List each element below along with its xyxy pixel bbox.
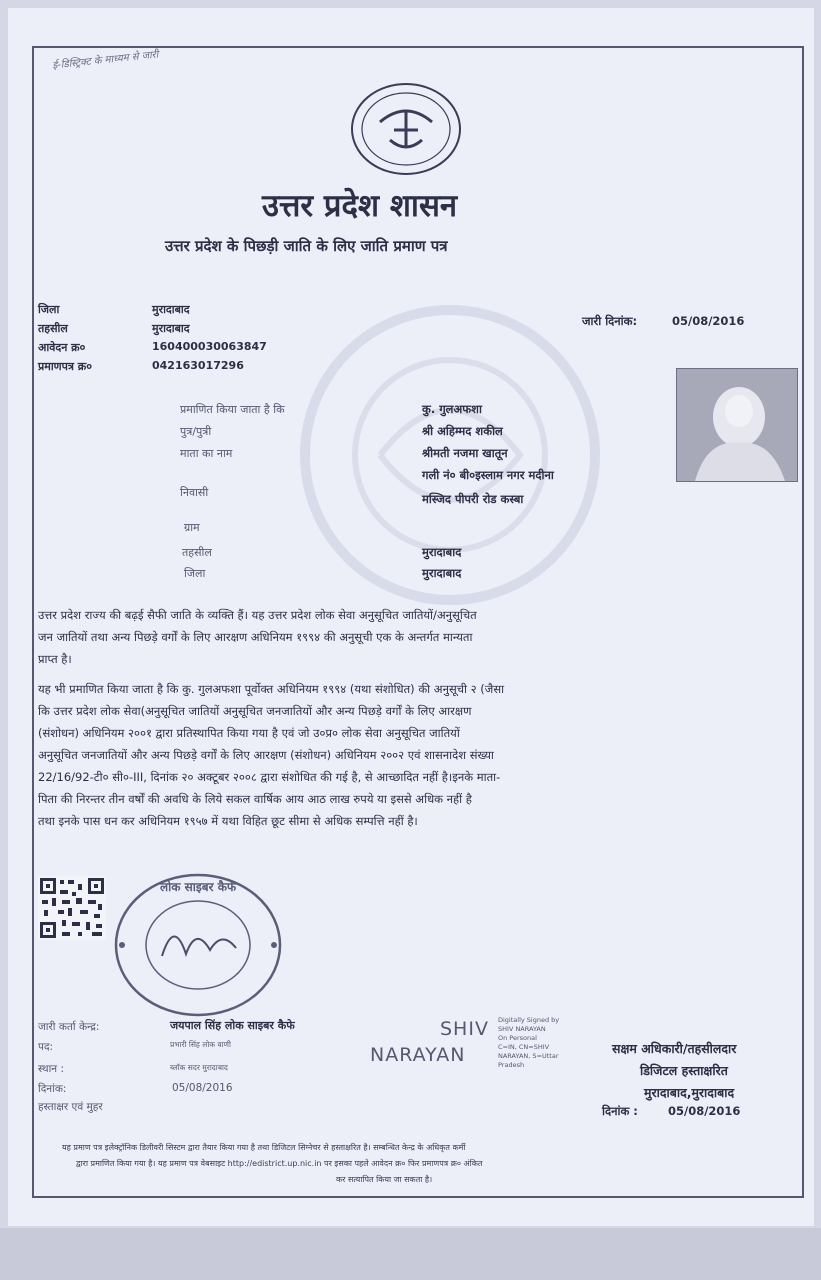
certify-label: प्रमाणित किया जाता है कि	[180, 403, 285, 416]
issuer-sign-label: हस्ताक्षर एवं मुहर	[38, 1101, 103, 1113]
mother-name: श्रीमती नजमा खातून	[422, 446, 508, 460]
resident-label: निवासी	[180, 486, 209, 499]
footer-line1: यह प्रमाण पत्र इलेक्ट्रॉनिक डिलीवरी सिस्टम द्वारा तैयार किया गया है तथा डिजिटल सिग्नेचर से हस्ताक्षरित है। सम्बन्धित केन्द्र के अधिकृत कर्मी	[62, 1143, 466, 1152]
qr-code-icon[interactable]	[38, 876, 106, 940]
signature-name-bottom: NARAYAN	[370, 1044, 466, 1066]
signature-detail: NARAYAN, S=Uttar	[498, 1052, 559, 1060]
footer-line3: कर सत्यापित किया जा सकता है।	[336, 1175, 433, 1184]
signature-detail: C=IN, CN=SHIV	[498, 1043, 550, 1051]
parent-label: पुत्र/पुत्री	[180, 425, 212, 438]
issuer-post-label: पद:	[38, 1041, 54, 1053]
officer-date-label: दिनांक :	[602, 1104, 638, 1118]
person-name: कु. गुलअफशा	[422, 402, 482, 416]
officer-place: मुरादाबाद,मुरादाबाद	[644, 1085, 735, 1100]
officer-date: 05/08/2016	[668, 1104, 741, 1118]
signature-detail: Pradesh	[498, 1061, 525, 1069]
application-no-value: 160400030063847	[152, 340, 267, 353]
certificate-title: उत्तर प्रदेश के पिछड़ी जाति के लिए जाति प्रमाण पत्र	[165, 237, 448, 255]
district-value-2: मुरादाबाद	[422, 566, 462, 580]
paragraph1-line1: उत्तर प्रदेश राज्य की बढ़ई सैफी जाति के व्यक्ति हैं। यह उत्तर प्रदेश लोक सेवा अनुसूचित जातियों/अनुसूचित	[38, 608, 477, 622]
father-name: श्री अहिम्मद शकील	[422, 424, 503, 438]
mother-label: माता का नाम	[180, 447, 233, 460]
issue-date: 05/08/2016	[672, 314, 745, 328]
address-line2: मस्जिद पीपरी रोड कस्बा	[422, 492, 524, 506]
signature-detail: On Personal	[498, 1034, 537, 1042]
paragraph1-line3: प्राप्त है।	[38, 652, 72, 666]
stamp-text: लोक साइबर कैफे	[160, 880, 237, 894]
officer-title: सक्षम अधिकारी/तहसीलदार	[612, 1041, 737, 1056]
paragraph2-line3: (संशोधन) अधिनियम २००१ द्वारा प्रतिस्थापित किया गया है एवं जो उ०प्र० लोक सेवा अनुसूचित जातियों	[38, 726, 460, 740]
issuer-place-value: ब्लॉक सदर मुरादाबाद	[170, 1063, 228, 1072]
paragraph2-line6: पिता की निरन्तर तीन वर्षों की अवधि के लिये सकल वार्षिक आय आठ लाख रुपये या इससे अधिक नहीं है	[38, 792, 472, 806]
signature-name-top: SHIV	[440, 1018, 489, 1040]
tehsil-value-2: मुरादाबाद	[422, 545, 462, 559]
paragraph1-line2: जन जातियों तथा अन्य पिछड़े वर्गों के लिए आरक्षण अधिनियम १९९४ की अनुसूची एक के अन्तर्गत मान्यता	[38, 630, 473, 644]
paragraph2-line5: 22/16/92-टी० सी०-III, दिनांक २० अक्टूबर २००८ द्वारा संशोधित की गई है, से आच्छादित नहीं है।इनके माता-	[38, 770, 501, 784]
issuer-post-value: प्रभारी सिंह लोक वाणी	[170, 1040, 231, 1049]
paragraph2-line7: तथा इनके पास धन कर अधिनियम १९५७ में यथा विहित छूट सीमा से अधिक सम्पत्ति नहीं है।	[38, 814, 418, 828]
footer-line2: द्वारा प्रमाणित किया गया है। यह प्रमाण पत्र वेबसाइट http://edistrict.up.nic.in पर इसका पहले आवेदन क्र० फिर प्रमाणपत्र क्र० अंकित	[76, 1159, 483, 1168]
tehsil-value: मुरादाबाद	[152, 322, 190, 335]
government-title: उत्तर प्रदेश शासन	[262, 188, 458, 224]
up-emblem-icon	[350, 82, 462, 176]
issuer-date-label: दिनांक:	[38, 1083, 67, 1095]
tehsil-label: तहसील	[38, 322, 68, 335]
village-label: ग्राम	[184, 521, 200, 534]
paragraph2-line2: कि उत्तर प्रदेश लोक सेवा(अनुसूचित जातियों अनुसूचित जनजातियों और अन्य पिछड़े वर्गों के लिए आरक्षण	[38, 704, 472, 718]
paragraph2-line1: यह भी प्रमाणित किया जाता है कि कु. गुलअफशा पूर्वोक्त अधिनियम १९९४ (यथा संशोधित) की अनुसूची २ (जैसा	[38, 682, 505, 696]
district-label: जिला	[38, 303, 60, 316]
paragraph2-line4: अनुसूचित जनजातियों और अन्य पिछड़े वर्गों के लिए आरक्षण (संशोधन) अधिनियम २००२ एवं शासनादेश संख्या	[38, 748, 494, 762]
tehsil-label-2: तहसील	[182, 546, 212, 559]
certificate-no-value: 042163017296	[152, 359, 244, 372]
issuer-center-value: जयपाल सिंह लोक साइबर कैफे	[170, 1019, 295, 1032]
signature-detail: SHIV NARAYAN	[498, 1025, 546, 1033]
applicant-photo	[676, 368, 798, 482]
certificate-no-label: प्रमाणपत्र क्र०	[38, 360, 92, 373]
person-silhouette-icon	[677, 369, 797, 481]
issuer-place-label: स्थान :	[38, 1063, 65, 1075]
issuer-center-label: जारी कर्ता केन्द्र:	[38, 1021, 100, 1033]
district-value: मुरादाबाद	[152, 303, 190, 316]
issue-date-label: जारी दिनांक:	[582, 314, 638, 328]
officer-sign: डिजिटल हस्ताक्षरित	[640, 1063, 728, 1078]
district-label-2: जिला	[184, 567, 206, 580]
handwritten-note: ई-डिस्ट्रिक्ट के माध्यम से जारी	[51, 49, 159, 72]
signature-detail: Digitally Signed by	[498, 1016, 560, 1024]
issuer-date-value: 05/08/2016	[172, 1082, 233, 1094]
background-surface	[0, 1228, 821, 1280]
application-no-label: आवेदन क्र०	[38, 341, 86, 354]
address-line1: गली नं० बी०इस्लाम नगर मदीना	[422, 468, 554, 482]
